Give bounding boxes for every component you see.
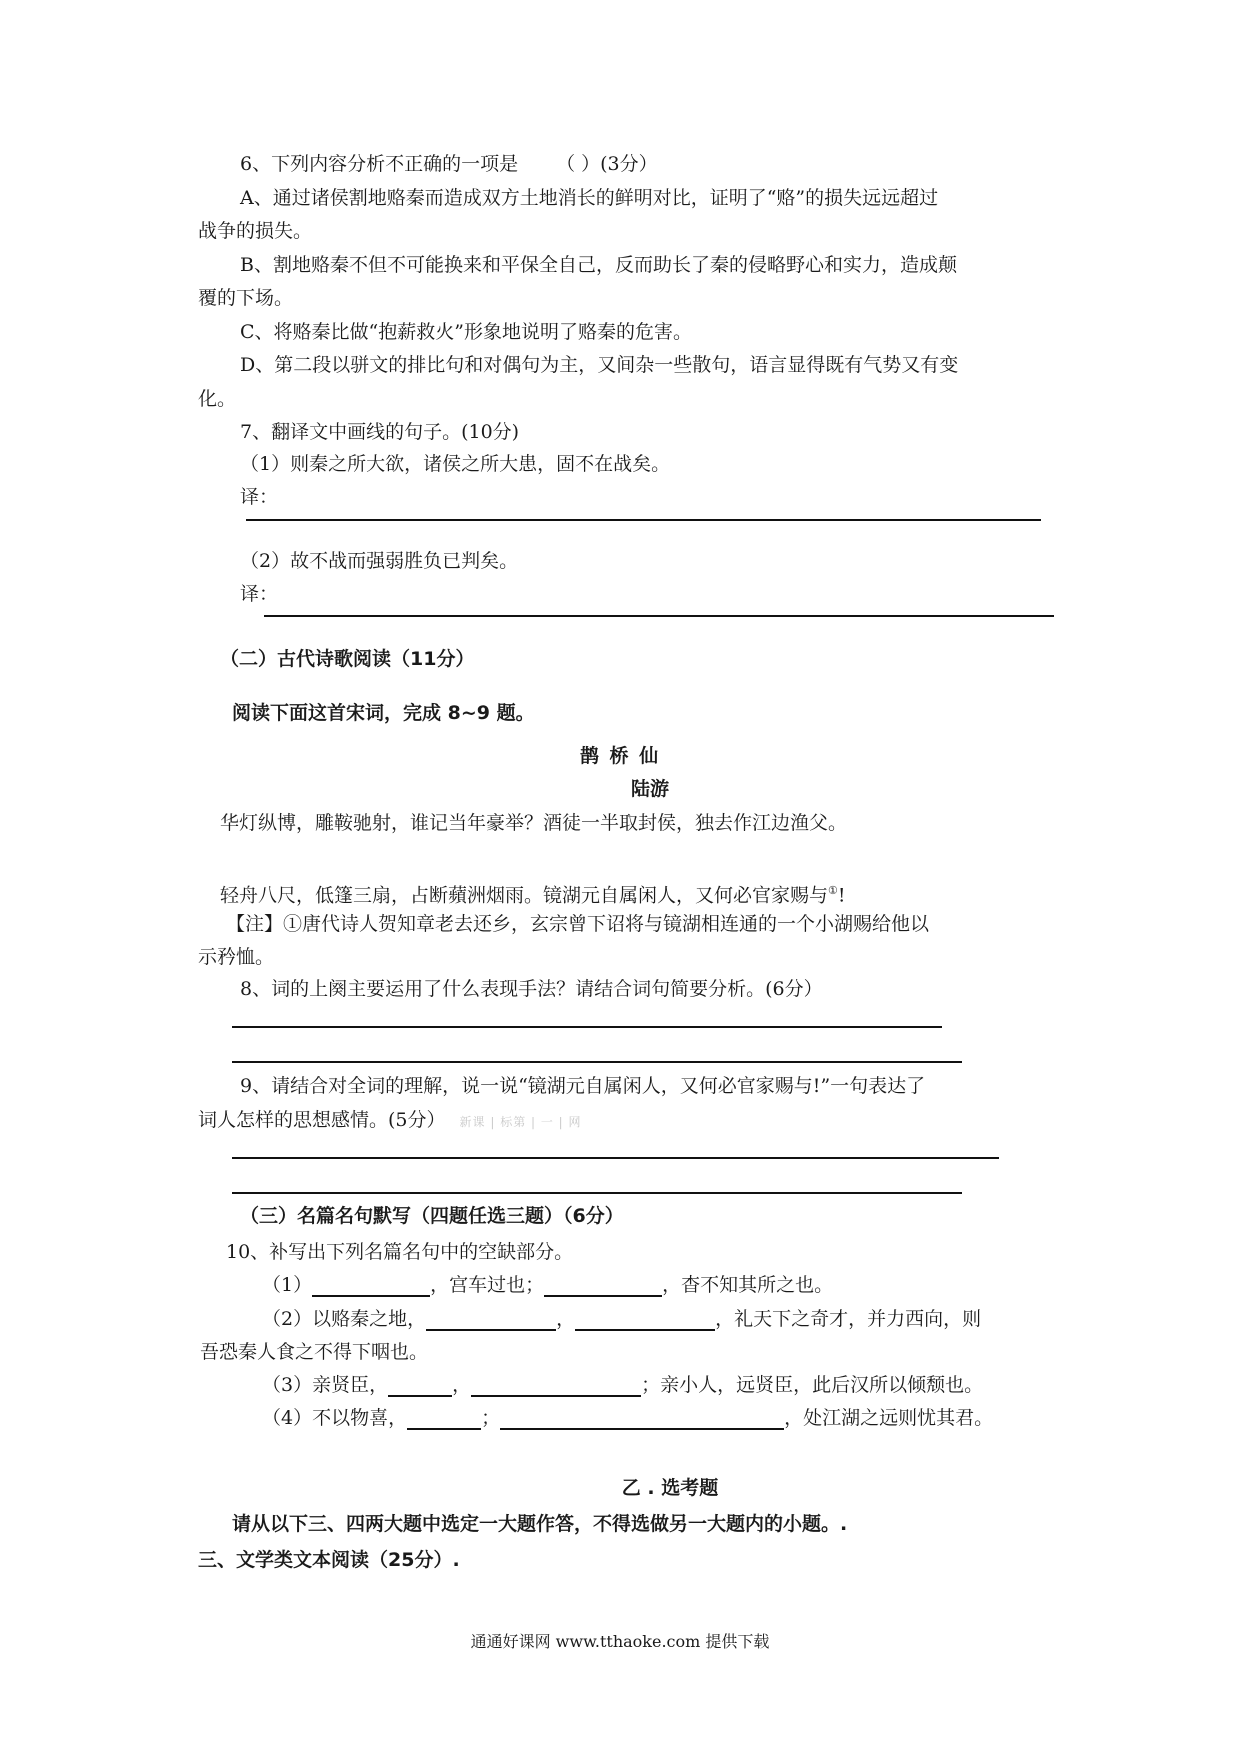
note-line-1: 【注】①唐代诗人贺知章老去还乡，玄宗曾下诏将与镜湖相连通的一个小湖赐给他以	[226, 913, 930, 935]
blank-1b[interactable]	[544, 1275, 662, 1297]
item3-text-c: ；亲小人，远贤臣，此后汉所以倾颓也。	[641, 1374, 984, 1396]
q8-answer-line-1[interactable]	[232, 1026, 942, 1028]
item1-text-b: ，宫车过也；	[430, 1274, 545, 1296]
q6-stem	[240, 152, 658, 176]
q6-option-c: C、将赂秦比做“抱薪救火”形象地说明了赂秦的危害。	[240, 321, 692, 343]
poem-line-2-text: 轻舟八尺，低篷三扇，占断蘋洲烟雨。镜湖元自属闲人，又何必官家赐与	[220, 884, 829, 907]
footnote-marker: ①	[828, 884, 838, 897]
blank-1a[interactable]	[312, 1275, 430, 1297]
item2-text-b: ，	[556, 1308, 576, 1330]
footer-text: 通通好课网 www.tthaoke.com 提供下载	[470, 1632, 770, 1651]
section3-heading: （三）名篇名句默写（四题任选三题）（6分）	[240, 1205, 624, 1227]
item2-label: （2）以赂秦之地，	[262, 1308, 427, 1330]
q7-stem: 7、翻译文中画线的句子。(10分)	[240, 421, 520, 443]
item4-text-b: ；	[481, 1407, 501, 1429]
q7-answer-line-1[interactable]	[246, 519, 1041, 521]
item4-label: （4）不以物喜，	[262, 1407, 408, 1429]
q6-stem-text: 6、下列内容分析不正确的一项是	[240, 153, 519, 175]
q6-option-d-line1: D、第二段以骈文的排比句和对偶句为主，又间杂一些散句，语言显得既有气势又有变	[240, 354, 959, 376]
q9-answer-line-1[interactable]	[232, 1157, 999, 1159]
item1-text-c: ，杳不知其所之也。	[662, 1274, 834, 1296]
fill-item-2-cont: 吾恐秦人食之不得下咽也。	[200, 1341, 429, 1363]
poem-title: 鹊 桥 仙	[579, 745, 661, 767]
blank-3a[interactable]	[388, 1375, 452, 1397]
question-9-line1: 9、请结合对全词的理解，说一说“镜湖元自属闲人，又何必官家赐与!”一句表达了	[240, 1075, 926, 1097]
poem-line-2	[220, 879, 846, 907]
poem-author: 陆游	[630, 778, 669, 800]
blank-2b[interactable]	[575, 1309, 715, 1331]
q6-option-d-line2: 化。	[198, 388, 237, 410]
item1-label: （1）	[262, 1274, 313, 1296]
fill-item-4	[262, 1406, 993, 1430]
section2-heading: （二）古代诗歌阅读（11分）	[220, 648, 475, 670]
item3-label: （3）亲贤臣，	[262, 1374, 389, 1396]
fill-item-3	[262, 1373, 983, 1397]
poem-line-1: 华灯纵博，雕鞍驰射，谁记当年豪举？酒徒一半取封侯，独去作江边渔父。	[220, 812, 848, 834]
q6-option-a-line1: A、通过诸侯割地赂秦而造成双方土地消长的鲜明对比，证明了“赂”的损失远远超过	[240, 187, 939, 209]
item3-text-b: ，	[452, 1374, 472, 1396]
fill-item-2	[262, 1307, 981, 1331]
q6-option-a-line2: 战争的损失。	[198, 220, 313, 242]
part-yi-instruction: 请从以下三、四两大题中选定一大题作答，不得选做另一大题内的小题。.	[232, 1513, 848, 1535]
question-10: 10、补写出下列名篇名句中的空缺部分。	[226, 1241, 574, 1263]
section2-intro: 阅读下面这首宋词，完成 8~9 题。	[232, 702, 535, 724]
q8-answer-line-2[interactable]	[232, 1061, 962, 1063]
watermark-text: 新课 | 标第 | 一 | 网	[459, 1115, 582, 1129]
part-yi-heading: 乙 . 选考题	[621, 1477, 719, 1499]
question-9-line2	[198, 1108, 582, 1134]
q7-sentence-2: （2）故不战而强弱胜负已判矣。	[240, 550, 519, 572]
q6-paren: （ ）(3分）	[556, 153, 658, 175]
q7-translate-label-1: 译：	[240, 486, 279, 508]
blank-4a[interactable]	[407, 1408, 481, 1430]
poem-line-2-end: !	[837, 884, 846, 907]
blank-3b[interactable]	[471, 1375, 641, 1397]
blank-4b[interactable]	[500, 1408, 784, 1430]
q7-translate-label-2: 译：	[240, 583, 279, 605]
question-9-line2-text: 词人怎样的思想感情。(5分）	[198, 1109, 446, 1131]
q6-option-b-line2: 覆的下场。	[198, 287, 294, 309]
q6-option-b-line1: B、割地赂秦不但不可能换来和平保全自己，反而助长了秦的侵略野心和实力，造成颠	[240, 254, 957, 276]
fill-item-1	[262, 1273, 833, 1297]
item4-text-c: ，处江湖之远则忧其君。	[784, 1407, 994, 1429]
q7-sentence-1: （1）则秦之所大欲，诸侯之所大患，固不在战矣。	[240, 453, 671, 475]
part-three-heading: 三、文学类文本阅读（25分）.	[198, 1549, 460, 1571]
item2-text-c: ，礼天下之奇才，并力西向，则	[715, 1308, 982, 1330]
q7-answer-line-2[interactable]	[264, 615, 1054, 617]
note-line-2: 示矜恤。	[198, 946, 275, 968]
q9-answer-line-2[interactable]	[232, 1192, 962, 1194]
blank-2a[interactable]	[426, 1309, 556, 1331]
question-8: 8、词的上阕主要运用了什么表现手法？请结合词句简要分析。(6分）	[240, 978, 823, 1000]
